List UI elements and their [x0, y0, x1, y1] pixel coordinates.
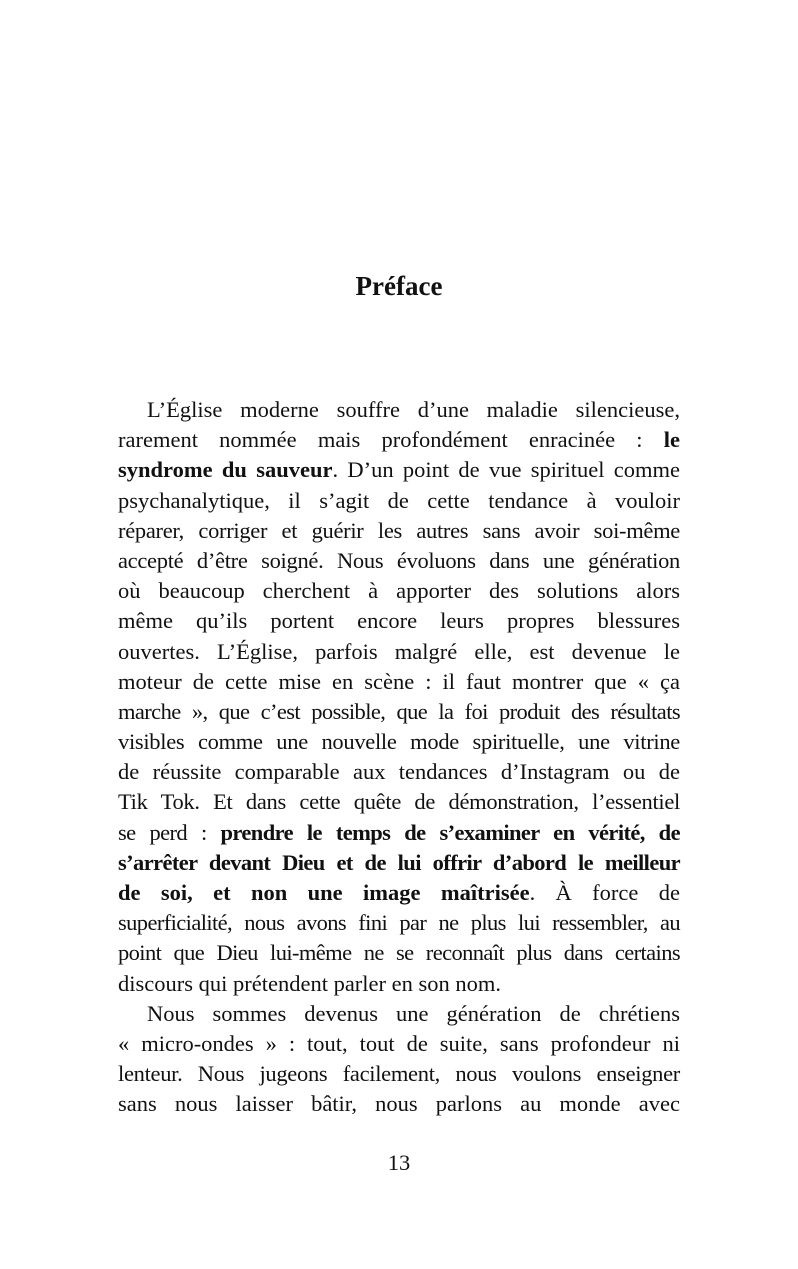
bold-text: de soi, et non une image maîtrisée [118, 880, 530, 905]
text-span: . D’un point de vue spirituel comme [332, 457, 680, 483]
text-span: se perd : [118, 819, 221, 845]
bold-text: prendre le temps de s’examiner en vérité, de [220, 819, 680, 845]
text-line: psychanalytique, il s’agit de cette tendance à vouloir [118, 487, 680, 513]
text-line [118, 878, 680, 908]
text-line: Tik Tok. Et dans cette quête de démonstration, l’essentiel [118, 789, 680, 815]
text-line: marche », que c’est possible, que la foi produit des résultats [118, 698, 680, 724]
page-body [118, 395, 680, 1120]
page-number: 13 [387, 1150, 411, 1175]
bold-text-line: s’arrêter devant Dieu et de lui offrir d’abord le meilleur [118, 849, 680, 875]
text-line: discours qui prétendent parler en son nom. [118, 970, 502, 996]
text-line: lenteur. Nous jugeons facilement, nous voulons enseigner [118, 1061, 680, 1087]
text-line [118, 818, 680, 848]
text-span: rarement nommée mais profondément enracinée : [118, 427, 664, 453]
text-line: réparer, corriger et guérir les autres sans avoir soi-même [118, 517, 680, 543]
text-line [118, 425, 680, 455]
bold-text: syndrome du sauveur [118, 457, 333, 483]
text-line: accepté d’être soigné. Nous évoluons dans une génération [118, 547, 680, 573]
text-line: ouvertes. L’Église, parfois malgré elle, est devenue le [118, 638, 680, 664]
text-line: sans nous laisser bâtir, nous parlons au monde avec [118, 1091, 680, 1117]
text-line [118, 455, 680, 485]
text-line: L’Église moderne souffre d’une maladie silencieuse, [147, 397, 680, 422]
bold-text: le [663, 427, 680, 453]
text-line: moteur de cette mise en scène : il faut montrer que « ça [118, 668, 680, 694]
text-line: Nous sommes devenus une génération de chrétiens [147, 1000, 680, 1026]
page-title: Préface [355, 271, 443, 301]
paragraph-1 [118, 395, 680, 999]
text-line: « micro-ondes » : tout, tout de suite, sans profondeur ni [118, 1030, 680, 1056]
text-line: visibles comme une nouvelle mode spirituelle, une vitrine [118, 729, 680, 755]
text-line: où beaucoup cherchent à apporter des solutions alors [118, 578, 680, 604]
text-line: de réussite comparable aux tendances d’Instagram ou de [118, 759, 680, 785]
text-line: superficialité, nous avons fini par ne plus lui ressembler, au [118, 910, 680, 936]
text-line: point que Dieu lui-même ne se reconnaît plus dans certains [118, 940, 680, 966]
text-span: . À force de [529, 880, 680, 905]
paragraph-2 [118, 999, 680, 1120]
text-line: même qu’ils portent encore leurs propres blessures [118, 608, 680, 634]
